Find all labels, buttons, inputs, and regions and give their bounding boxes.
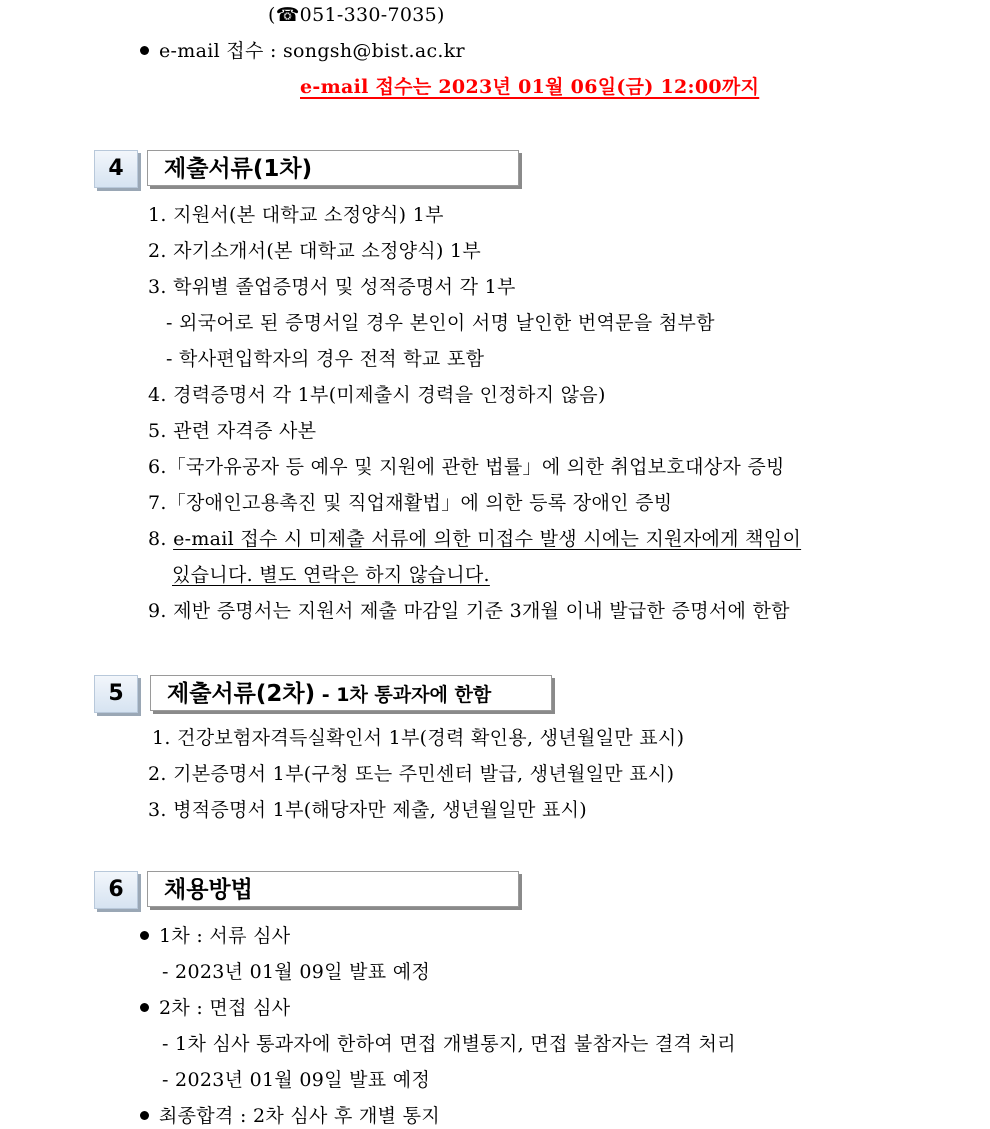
list-item: 3. 병적증명서 1부(해당자만 제출, 생년월일만 표시) [148,799,588,821]
list-item: 1. 건강보험자격득실확인서 1부(경력 확인용, 생년월일만 표시) [152,727,685,749]
section-title-5 [150,675,552,711]
list-subitem: - 2023년 01월 09일 발표 예정 [162,1069,431,1091]
email-line [140,39,465,63]
section-title-6: 채용방법 [147,871,519,907]
email-text: e-mail 접수 : songsh@bist.ac.kr [159,40,465,62]
list-item: 5. 관련 자격증 사본 [148,420,317,442]
list-item [140,924,290,948]
section-title-5-main: 제출서류(2차) [167,681,316,707]
list-item: 7.「장애인고용촉진 및 직업재활법」에 의한 등록 장애인 증빙 [148,492,673,514]
list-subitem: - 외국어로 된 증명서일 경우 본인이 서명 날인한 번역문을 첨부함 [166,312,715,334]
contact-phone: (☎051-330-7035) [268,4,445,26]
section-title-4: 제출서류(1차) [147,150,519,186]
item8-text: e-mail 접수 시 미제출 서류에 의한 미접수 발생 시에는 지원자에게 책임이 [173,528,802,550]
bullet-icon [140,931,149,940]
round1-text: 1차 : 서류 심사 [159,925,291,947]
section-number-4: 4 [94,150,138,188]
bullet-icon [140,46,149,55]
list-item [140,996,290,1020]
item8-text-continued: 있습니다. 별도 연락은 하지 않습니다. [172,564,490,586]
final-text: 최종합격 : 2차 심사 후 개별 통지 [159,1105,440,1127]
list-item: 9. 제반 증명서는 지원서 제출 마감일 기준 3개월 이내 발급한 증명서에 한함 [148,600,790,622]
section-number-5: 5 [94,675,138,713]
list-item: 2. 자기소개서(본 대학교 소정양식) 1부 [148,240,482,262]
list-item: 2. 기본증명서 1부(구청 또는 주민센터 발급, 생년월일만 표시) [148,763,675,785]
list-subitem: - 1차 심사 통과자에 한하여 면접 개별통지, 면접 불참자는 결격 처리 [162,1033,736,1055]
bullet-icon [140,1003,149,1012]
round2-text: 2차 : 면접 심사 [159,997,291,1019]
section-title-5-sub: - 1차 통과자에 한함 [315,684,492,706]
bullet-icon [140,1111,149,1120]
list-subitem: - 2023년 01월 09일 발표 예정 [162,961,431,983]
list-subitem: - 학사편입학자의 경우 전적 학교 포함 [166,348,485,370]
list-item: 6.「국가유공자 등 예우 및 지원에 관한 법률」에 의한 취업보호대상자 증빙 [148,456,785,478]
list-item: 4. 경력증명서 각 1부(미제출시 경력을 인정하지 않음) [148,384,606,406]
email-deadline: e-mail 접수는 2023년 01월 06일(금) 12:00까지 [300,76,760,98]
list-item: 3. 학위별 졸업증명서 및 성적증명서 각 1부 [148,276,516,298]
section-number-6: 6 [94,871,138,909]
list-item: 1. 지원서(본 대학교 소정양식) 1부 [148,204,444,226]
list-item [140,1104,440,1128]
item8-number: 8. [148,528,167,550]
list-item-8 [148,527,801,551]
